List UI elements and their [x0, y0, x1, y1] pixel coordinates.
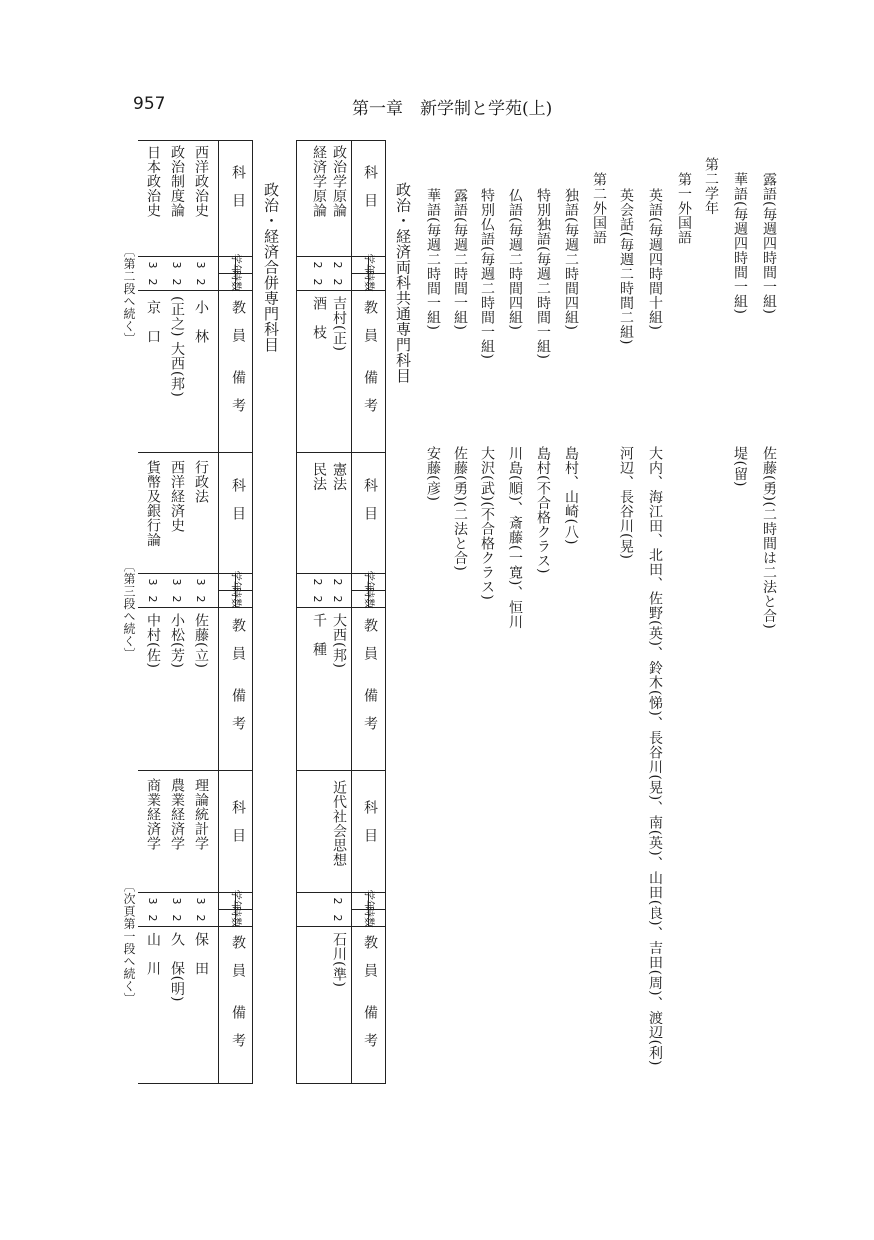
table-cell-year: 2	[311, 578, 324, 586]
table-cell-year: 2	[331, 578, 344, 586]
header-teacher: 教 員	[230, 300, 246, 342]
year-heading: 第二学年	[703, 157, 719, 215]
table-cell-year: 3	[146, 578, 159, 586]
table-cell-teacher: 山 川	[145, 932, 161, 976]
table-cell-subject: 商業経済学	[145, 778, 161, 851]
running-title: 第一章 新学制と学苑(上)	[352, 99, 553, 119]
lang1-heading: 第一外国語	[676, 172, 692, 245]
header-subject: 科 目	[362, 165, 378, 207]
list-item-teacher: 大沢(武)(不合格クラス)	[479, 446, 495, 601]
header-subject: 科 目	[362, 800, 378, 842]
table-cell-hours: 2	[311, 278, 324, 286]
table-cell-hours: 2	[311, 595, 324, 603]
table-cell-hours: 2	[170, 595, 183, 603]
table-cell-year: 3	[146, 897, 159, 905]
header-hours: 時数	[230, 906, 242, 928]
continuation-note: 〔第二段へ続く〕	[122, 245, 136, 345]
table-cell-subject: 行政法	[193, 460, 209, 504]
header-hours: 時数	[363, 587, 375, 609]
list-item-teacher: 佐藤(勇)(二法と合)	[452, 446, 468, 572]
header-teacher: 教 員	[230, 935, 246, 977]
list-item-subject: 華語(毎週四時間一組)	[732, 172, 748, 315]
table-cell-subject: 西洋経済史	[169, 460, 185, 533]
table-cell-hours: 2	[194, 595, 207, 603]
list-item-teacher: 佐藤(勇)(二時間は二法と合)	[761, 446, 777, 630]
list-item-subject: 独語(毎週二時間四組)	[563, 188, 579, 331]
table-cell-hours: 2	[194, 914, 207, 922]
table-cell-hours: 2	[331, 595, 344, 603]
table-cell-subject: 農業経済学	[169, 778, 185, 851]
table-cell-teacher: 佐藤(立)	[193, 613, 209, 669]
continuation-note: 〔次頁第一段へ続く〕	[122, 880, 136, 1005]
header-year: 学年	[230, 570, 242, 592]
table-cell-teacher: 小松(芳)	[169, 613, 185, 669]
table-cell-subject: 貨幣及銀行論	[145, 460, 161, 547]
lang2-heading: 第二外国語	[591, 172, 607, 245]
table-cell-hours: 2	[331, 914, 344, 922]
table-cell-subject: 近代社会思想	[331, 780, 347, 867]
header-hours: 時数	[230, 270, 242, 292]
header-year: 学年	[230, 889, 242, 911]
table-cell-teacher: 中村(佐)	[145, 613, 161, 669]
table-cell-year: 2	[331, 897, 344, 905]
table-cell-subject: 経済学原論	[311, 145, 327, 218]
header-note: 備 考	[362, 1005, 378, 1047]
table-cell-hours: 2	[146, 914, 159, 922]
table-cell-hours: 2	[331, 278, 344, 286]
list-item-subject: 露語(毎週四時間一組)	[761, 172, 777, 315]
header-subject: 科 目	[230, 800, 246, 842]
header-subject: 科 目	[230, 165, 246, 207]
list-item-teacher: 島村(不合格クラス)	[535, 446, 551, 574]
table-cell-hours: 2	[194, 278, 207, 286]
table-cell-year: 3	[170, 578, 183, 586]
header-teacher: 教 員	[362, 935, 378, 977]
table-cell-subject: 理論統計学	[193, 778, 209, 851]
header-note: 備 考	[230, 370, 246, 412]
table-cell-year: 3	[170, 261, 183, 269]
table-cell-hours: 2	[146, 595, 159, 603]
table-cell-teacher: 小 林	[193, 300, 209, 344]
table-cell-teacher: 千 種	[311, 613, 327, 657]
list-item-teacher: 堤(留)	[732, 446, 748, 487]
table-cell-subject: 民法	[311, 462, 327, 491]
header-hours: 時数	[230, 587, 242, 609]
table-cell-teacher: 吉村(正)	[331, 296, 347, 352]
table-cell-year: 3	[194, 578, 207, 586]
header-note: 備 考	[230, 1005, 246, 1047]
list-item-subject: 英会話(毎週二時間二組)	[618, 188, 634, 345]
header-year: 学年	[363, 253, 375, 275]
table-cell-teacher: 保 田	[193, 932, 209, 976]
table-cell-hours: 2	[146, 278, 159, 286]
table-cell-subject: 政治制度論	[169, 145, 185, 218]
list-item-subject: 仏語(毎週二時間四組)	[507, 188, 523, 331]
table-cell-teacher: 大西(邦)	[331, 613, 347, 669]
table-cell-year: 3	[170, 897, 183, 905]
list-item-teacher: 安藤(彦)	[425, 446, 441, 502]
table-cell-subject: 西洋政治史	[193, 145, 209, 218]
table-cell-teacher: (正之) 大西(邦)	[169, 296, 185, 398]
table-cell-hours: 2	[170, 914, 183, 922]
section-title-combined: 政治・経済合併専門科目	[262, 182, 280, 353]
list-item-subject: 特別仏語(毎週二時間一組)	[479, 188, 495, 360]
table-cell-hours: 2	[170, 278, 183, 286]
header-teacher: 教 員	[230, 618, 246, 660]
list-item-subject: 英語(毎週四時間十組)	[647, 188, 663, 331]
table-cell-year: 2	[311, 261, 324, 269]
table-cell-teacher: 京 口	[145, 300, 161, 344]
header-subject: 科 目	[362, 478, 378, 520]
section-title-common: 政治・経済両科共通専門科目	[394, 182, 412, 384]
list-item-subject: 華語(毎週二時間一組)	[425, 188, 441, 331]
header-year: 学年	[363, 570, 375, 592]
header-year: 学年	[230, 253, 242, 275]
list-item-subject: 特別独語(毎週二時間一組)	[535, 188, 551, 360]
page-number: 957	[133, 94, 166, 114]
table-cell-subject: 日本政治史	[145, 145, 161, 218]
header-note: 備 考	[230, 688, 246, 730]
header-note: 備 考	[362, 688, 378, 730]
table-cell-subject: 政治学原論	[331, 145, 347, 218]
table-cell-year: 3	[194, 261, 207, 269]
table-cell-year: 3	[194, 897, 207, 905]
table-cell-teacher: 久 保(明)	[169, 932, 185, 1002]
header-subject: 科 目	[230, 478, 246, 520]
table-cell-teacher: 酒 枝	[311, 296, 327, 340]
list-item-teacher: 河辺、長谷川(晃)	[618, 446, 634, 560]
continuation-note: 〔第三段へ続く〕	[122, 560, 136, 660]
header-hours: 時数	[363, 906, 375, 928]
table-cell-year: 3	[146, 261, 159, 269]
header-year: 学年	[363, 889, 375, 911]
header-hours: 時数	[363, 270, 375, 292]
table-cell-teacher: 石川(準)	[331, 932, 347, 988]
list-item-teacher: 川島(順)、斎藤(一寛)、恒川	[507, 446, 523, 630]
header-teacher: 教 員	[362, 300, 378, 342]
list-item-teacher: 大内、海江田、北田、佐野(英)、鈴木(悌)、長谷川(晃)、南(英)、山田(良)、吉田(周)、渡辺(利)	[647, 446, 663, 1066]
table-cell-year: 2	[331, 261, 344, 269]
table-cell-subject: 憲法	[331, 462, 347, 491]
list-item-subject: 露語(毎週二時間一組)	[452, 188, 468, 331]
list-item-teacher: 島村、山崎(八)	[563, 446, 579, 545]
header-teacher: 教 員	[362, 618, 378, 660]
header-note: 備 考	[362, 370, 378, 412]
